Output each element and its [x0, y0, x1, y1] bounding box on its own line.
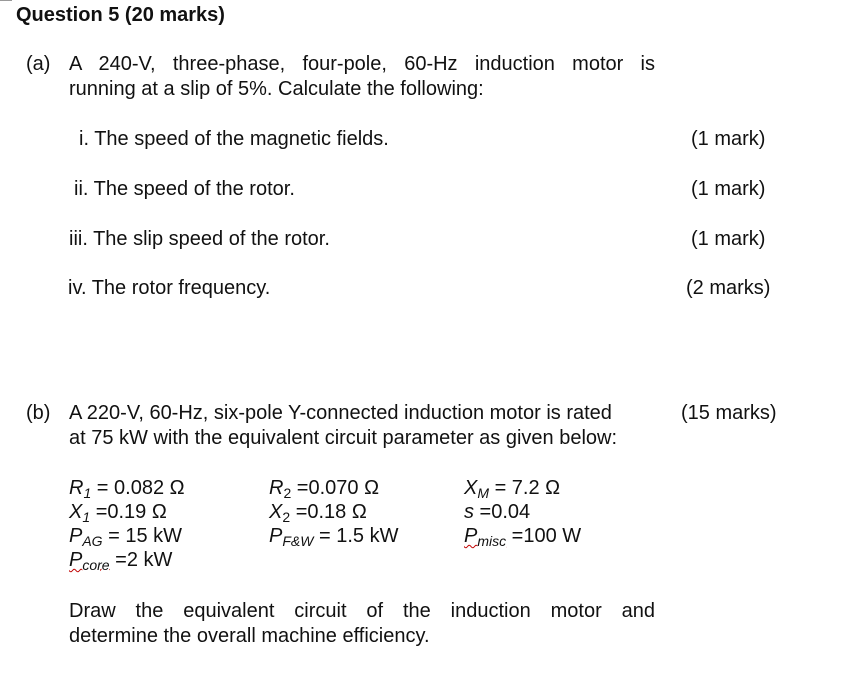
part-a-intro-line2: running at a slip of 5%. Calculate the following: — [69, 78, 484, 100]
part-b-label: (b) — [26, 402, 51, 424]
part-a-intro-line1: A 240-V, three-phase, four-pole, 60-Hz induction motor is — [69, 53, 655, 75]
part-b-marks: (15 marks) — [681, 402, 777, 424]
part-b-intro-line1: A 220-V, 60-Hz, six-pole Y-connected induction motor is rated — [69, 402, 612, 424]
param-pfw: $P_{F\&W} = 1.5$ kW — [269, 525, 399, 549]
part-a-item-2-marks: (1 mark) — [691, 178, 766, 200]
param-slip: s =0.04 — [464, 501, 531, 523]
part-a-item-3-marks: (1 mark) — [691, 228, 766, 250]
part-a-item-1-marks: (1 mark) — [691, 128, 766, 150]
param-x2: $X_2 =0.18$ Ω — [269, 501, 367, 525]
question-title: Question 5 (20 marks) — [16, 4, 225, 26]
param-pmisc: $P_{misc} =100$ W — [464, 525, 582, 549]
part-b-task-line2: determine the overall machine efficiency. — [69, 625, 430, 647]
part-b-task-line1: Draw the equivalent circuit of the induction motor and — [69, 600, 655, 622]
part-a-item-1: i. The speed of the magnetic fields. — [79, 128, 389, 150]
param-pcore: $P_{core} =2$ kW — [69, 549, 173, 573]
part-a-item-2: ii. The speed of the rotor. — [74, 178, 295, 200]
param-pag: $P_{AG} = 15$ kW — [69, 525, 183, 549]
part-a-item-4: iv. The rotor frequency. — [68, 277, 271, 299]
part-a-item-4-marks: (2 marks) — [686, 277, 771, 299]
page-corner-rule — [0, 0, 12, 1]
param-r2: $R_2 =0.070$ Ω — [269, 477, 380, 501]
part-b-intro-line2: at 75 kW with the equivalent circuit parameter as given below: — [69, 427, 618, 449]
part-a-item-3: iii. The slip speed of the rotor. — [69, 228, 330, 250]
part-a-label: (a) — [26, 53, 51, 75]
param-x1: $X_1 =0.19$ Ω — [69, 501, 167, 525]
param-xm: $X_M = 7.2$ Ω — [464, 477, 561, 501]
param-r1: $R_1 = 0.082$ Ω — [69, 477, 185, 501]
